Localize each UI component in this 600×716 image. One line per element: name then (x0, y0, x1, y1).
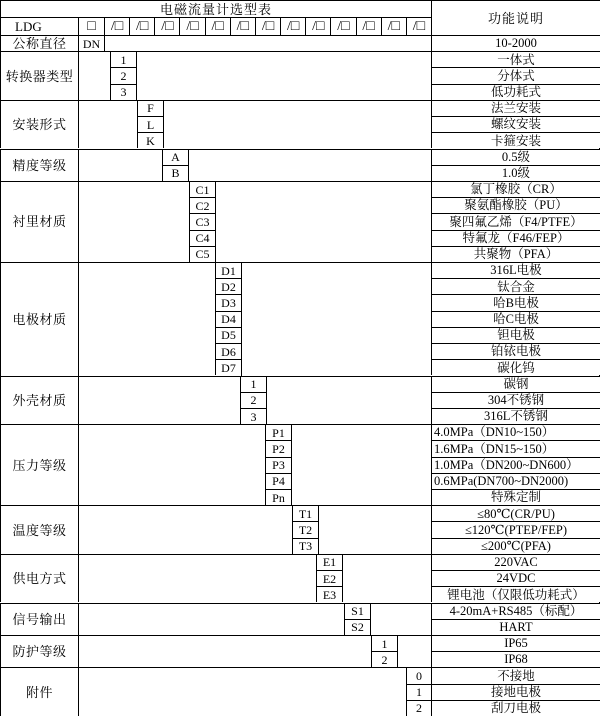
function-desc-cell: 316L电极 (431, 262, 600, 278)
function-desc-cell: 锂电池（仅限低功耗式） (431, 586, 600, 602)
category-code-cell: D2 (215, 278, 241, 294)
function-desc-cell: 螺纹安装 (431, 116, 600, 132)
category-code-cell: C1 (189, 181, 215, 197)
function-desc-cell: 0.6MPa(DN700~DN2000) (431, 473, 600, 489)
function-desc-cell: IP68 (431, 651, 600, 667)
category-code-cell: S2 (344, 619, 370, 635)
category-code-cell: 1 (406, 684, 431, 700)
function-desc-cell: 碳钢 (431, 376, 600, 392)
category-label: 信号输出 (0, 603, 78, 635)
function-desc-cell: 分体式 (431, 67, 600, 83)
model-code-slot: /□ (104, 17, 129, 35)
category-code-cell: S1 (344, 603, 370, 619)
category-left-gap-cell (78, 262, 215, 376)
category-code-cell: K (137, 132, 163, 148)
function-desc-cell: 4.0MPa（DN10~150） (431, 424, 600, 440)
function-desc-cell: IP65 (431, 635, 600, 651)
category-left-gap-cell (78, 376, 240, 425)
function-desc-cell: 24VDC (431, 570, 600, 586)
model-code-slot: /□ (205, 17, 230, 35)
function-desc-cell: 1.6MPa（DN15~150） (431, 440, 600, 456)
category-code-cell: 0 (406, 667, 431, 683)
function-desc-cell: 刮刀电极 (431, 700, 600, 716)
function-desc-cell: 304不锈钢 (431, 392, 600, 408)
category-code-cell: D5 (215, 327, 241, 343)
category-right-gap-cell (291, 424, 431, 505)
model-prefix-cell: LDG (0, 17, 78, 35)
category-left-gap-cell (78, 505, 292, 554)
category-right-gap-cell (370, 603, 431, 635)
function-desc-cell: ≤200℃(PFA) (431, 538, 600, 554)
category-right-gap-cell (266, 376, 431, 425)
category-code-cell: C2 (189, 197, 215, 213)
function-desc-cell: 特氟龙（F46/FEP） (431, 230, 600, 246)
function-desc-cell: 接地电极 (431, 684, 600, 700)
category-code-cell: 3 (110, 84, 136, 100)
category-code-cell: 2 (240, 392, 266, 408)
category-label: 压力等级 (0, 424, 78, 505)
category-code-cell: T3 (292, 538, 318, 554)
function-desc-cell: HART (431, 619, 600, 635)
category-left-gap-cell (78, 51, 110, 100)
function-desc-cell: 一体式 (431, 51, 600, 67)
category-label: 转换器类型 (0, 51, 78, 100)
function-desc-cell: 0.5级 (431, 149, 600, 165)
function-desc-cell: 1.0MPa（DN200~DN600） (431, 457, 600, 473)
category-code-cell: D1 (215, 262, 241, 278)
category-code-cell: 1 (240, 376, 266, 392)
function-desc-cell: 铂铱电极 (431, 343, 600, 359)
function-desc-cell: 聚四氟乙烯（F4/PTFE） (431, 213, 600, 229)
category-label: 附件 (0, 667, 78, 716)
category-code-cell: DN (78, 35, 104, 51)
category-code-cell: E1 (316, 554, 342, 570)
category-code-cell: P3 (265, 457, 291, 473)
function-desc-cell: 卡箍安装 (431, 132, 600, 148)
category-code-cell: E2 (316, 570, 342, 586)
category-left-gap-cell (78, 424, 265, 505)
model-code-slot: /□ (356, 17, 381, 35)
category-left-gap-cell (78, 635, 371, 667)
model-code-slot: /□ (154, 17, 179, 35)
model-code-slot: /□ (406, 17, 431, 35)
model-code-slot: /□ (129, 17, 154, 35)
category-code-cell: E3 (316, 586, 342, 602)
category-code-cell: 2 (110, 67, 136, 83)
category-code-cell: D6 (215, 343, 241, 359)
category-left-gap-cell (78, 667, 406, 716)
category-code-cell: 3 (240, 408, 266, 424)
function-desc-cell: 碳化钨 (431, 359, 600, 375)
function-desc-cell: 哈B电极 (431, 294, 600, 310)
category-code-cell: T1 (292, 505, 318, 521)
model-code-slot: /□ (255, 17, 280, 35)
model-code-slot: /□ (305, 17, 330, 35)
category-left-gap-cell (78, 181, 189, 262)
function-desc-cell: 共聚物（PFA） (431, 246, 600, 262)
category-left-gap-cell (78, 149, 162, 181)
category-code-cell: C4 (189, 230, 215, 246)
function-desc-cell: 低功耗式 (431, 84, 600, 100)
category-right-gap-cell (104, 35, 431, 51)
category-code-cell: 1 (371, 635, 397, 651)
model-code-slot: /□ (230, 17, 255, 35)
function-desc-cell: 特殊定制 (431, 489, 600, 505)
category-code-cell: F (137, 100, 163, 116)
category-code-cell: P4 (265, 473, 291, 489)
category-right-gap-cell (318, 505, 431, 554)
category-left-gap-cell (78, 603, 344, 635)
category-code-cell: Pn (265, 489, 291, 505)
category-label: 精度等级 (0, 149, 78, 181)
category-code-cell: C3 (189, 213, 215, 229)
category-label: 安装形式 (0, 100, 78, 149)
model-code-slot: /□ (280, 17, 305, 35)
model-code-slot: /□ (330, 17, 355, 35)
function-desc-cell: 聚氨酯橡胶（PU） (431, 197, 600, 213)
category-label: 外壳材质 (0, 376, 78, 425)
model-base-slot: □ (78, 17, 104, 35)
category-code-cell: 2 (406, 700, 431, 716)
category-right-gap-cell (397, 635, 431, 667)
category-code-cell: A (162, 149, 188, 165)
function-desc-cell: 氯丁橡胶（CR） (431, 181, 600, 197)
category-label: 防护等级 (0, 635, 78, 667)
function-desc-cell: 哈C电极 (431, 311, 600, 327)
category-code-cell: D7 (215, 359, 241, 375)
category-code-cell: P1 (265, 424, 291, 440)
category-right-gap-cell (241, 262, 431, 376)
category-code-cell: B (162, 165, 188, 181)
category-left-gap-cell (78, 100, 137, 149)
function-desc-cell: ≤120℃(PTEP/FEP) (431, 521, 600, 537)
category-code-cell: 1 (110, 51, 136, 67)
table-title: 电磁流量计选型表 (0, 0, 431, 17)
function-desc-cell: 316L不锈钢 (431, 408, 600, 424)
category-code-cell: P2 (265, 440, 291, 456)
category-label: 供电方式 (0, 554, 78, 603)
function-desc-cell: 钽电极 (431, 327, 600, 343)
category-code-cell: 2 (371, 651, 397, 667)
category-code-cell: D3 (215, 294, 241, 310)
function-desc-cell: ≤80℃(CR/PU) (431, 505, 600, 521)
category-left-gap-cell (78, 554, 316, 603)
category-label: 电极材质 (0, 262, 78, 376)
function-desc-cell: 1.0级 (431, 165, 600, 181)
category-label: 公称直径 (0, 35, 78, 51)
function-desc-cell: 10-2000 (431, 35, 600, 51)
model-code-slot: /□ (179, 17, 204, 35)
category-right-gap-cell (136, 51, 431, 100)
category-code-cell: T2 (292, 521, 318, 537)
category-code-cell: D4 (215, 311, 241, 327)
category-right-gap-cell (188, 149, 431, 181)
category-label: 温度等级 (0, 505, 78, 554)
model-code-slot: /□ (381, 17, 406, 35)
function-desc-cell: 钛合金 (431, 278, 600, 294)
function-desc-cell: 不接地 (431, 667, 600, 683)
function-desc-cell: 4-20mA+RS485（标配） (431, 603, 600, 619)
category-code-cell: L (137, 116, 163, 132)
function-column-header: 功能说明 (431, 0, 600, 35)
category-label: 衬里材质 (0, 181, 78, 262)
category-right-gap-cell (215, 181, 431, 262)
function-desc-cell: 220VAC (431, 554, 600, 570)
function-desc-cell: 法兰安装 (431, 100, 600, 116)
category-code-cell: C5 (189, 246, 215, 262)
category-right-gap-cell (163, 100, 431, 149)
category-right-gap-cell (342, 554, 431, 603)
